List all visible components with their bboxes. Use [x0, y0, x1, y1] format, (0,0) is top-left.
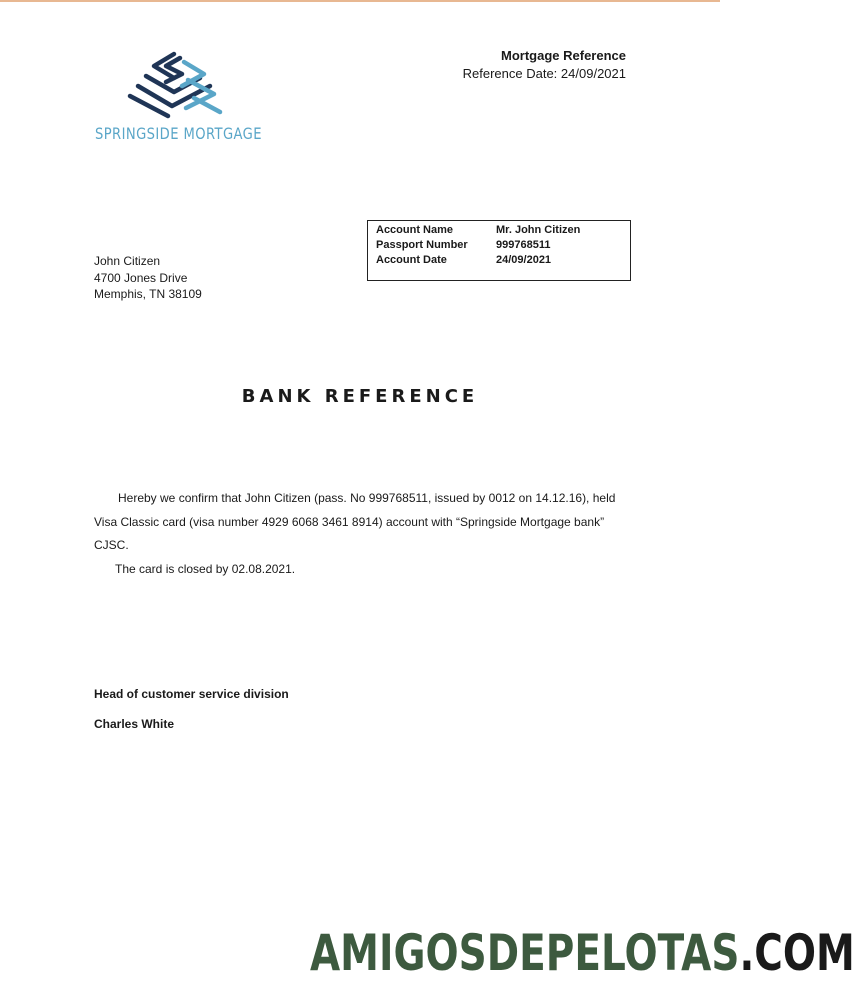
- passport-number-value: 999768511: [496, 239, 551, 251]
- signatory-name: Charles White: [94, 717, 175, 731]
- watermark-main: AMIGOSDEPELOTAS: [310, 924, 740, 982]
- body-line-2: Visa Classic card (visa number 4929 6068 3461 8914) account with “Springside Mortgage bank”: [94, 514, 605, 529]
- account-info-box: [367, 220, 631, 281]
- reference-date-label: Reference Date:: [462, 66, 558, 81]
- document-body: [94, 487, 654, 581]
- account-date-value: 24/09/2021: [496, 254, 552, 266]
- passport-number-row: [376, 238, 630, 253]
- body-line-1: Hereby we confirm that John Citizen (pass. No 999768511, issued by 0012 on 14.12.16), held: [118, 491, 616, 505]
- account-name-value: Mr. John Citizen: [496, 224, 581, 236]
- document-title: BANK REFERENCE: [241, 386, 479, 407]
- top-rule: [0, 0, 720, 2]
- springside-logo-icon: [124, 50, 224, 118]
- body-line-3: CJSC.: [94, 538, 129, 552]
- account-date-label: Account Date: [376, 254, 447, 266]
- account-date-row: [376, 253, 630, 268]
- reference-date-value: 24/09/2021: [560, 66, 626, 81]
- passport-number-label: Passport Number: [376, 239, 468, 251]
- watermark: [310, 923, 855, 983]
- address-name: John Citizen: [94, 254, 161, 268]
- reference-title: Mortgage Reference: [501, 48, 626, 63]
- account-name-row: [376, 223, 630, 238]
- logo-text: SPRINGSIDE MORTGAGE: [95, 124, 262, 143]
- signatory-role: Head of customer service division: [94, 687, 289, 701]
- address-city: Memphis, TN 38109: [94, 287, 202, 301]
- watermark-tld: COM: [754, 924, 855, 982]
- address-street: 4700 Jones Drive: [94, 270, 188, 285]
- account-name-label: Account Name: [376, 224, 454, 236]
- watermark-dot: .: [739, 924, 755, 982]
- recipient-address: [94, 253, 202, 303]
- reference-date: [463, 66, 626, 81]
- body-line-4: The card is closed by 02.08.2021.: [115, 561, 296, 576]
